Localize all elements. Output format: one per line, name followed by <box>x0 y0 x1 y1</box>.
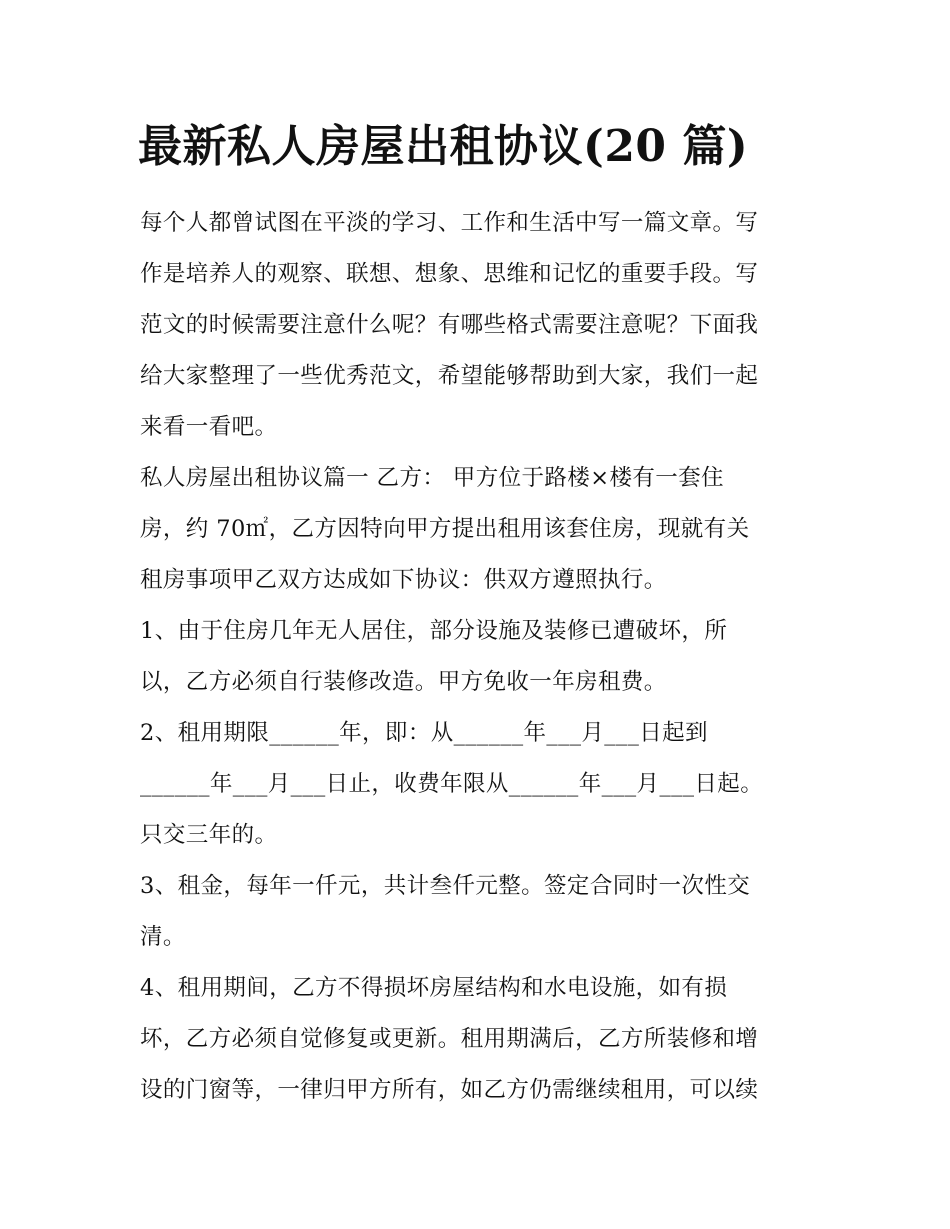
paragraph-line: 租房事项甲乙双方达成如下协议：供双方遵照执行。 <box>140 567 667 593</box>
paragraph-line: 每个人都曾试图在平淡的学习、工作和生活中写一篇文章。写 <box>140 210 759 236</box>
paragraph-line: ______年___月___日止，收费年限从______年___月___日起。 <box>140 771 764 797</box>
paragraph-line: 2、租用期限______年，即：从______年___月___日起到 <box>140 720 708 746</box>
paragraph-line: 只交三年的。 <box>140 822 278 848</box>
paragraph-line: 私人房屋出租协议篇一 乙方： 甲方位于路楼×楼有一套住 <box>140 465 724 491</box>
paragraph-line: 4、租用期间，乙方不得损坏房屋结构和水电设施，如有损 <box>140 975 728 1001</box>
paragraph-line: 以，乙方必须自行装修改造。甲方免收一年房租费。 <box>140 669 667 695</box>
paragraph-line: 作是培养人的观察、联想、想象、思维和记忆的重要手段。写 <box>140 261 759 287</box>
paragraph-line: 范文的时候需要注意什么呢？有哪些格式需要注意呢？下面我 <box>140 312 759 338</box>
paragraph-line: 坏，乙方必须自觉修复或更新。租用期满后，乙方所装修和增 <box>140 1026 759 1052</box>
paragraph-line: 房，约 70㎡，乙方因特向甲方提出租用该套住房，现就有关 <box>140 516 750 542</box>
paragraph-line: 设的门窗等，一律归甲方所有，如乙方仍需继续租用，可以续 <box>140 1077 759 1103</box>
paragraph-line: 来看一看吧。 <box>140 414 278 440</box>
paragraph-line: 给大家整理了一些优秀范文，希望能够帮助到大家，我们一起 <box>140 363 759 389</box>
paragraph-line: 1、由于住房几年无人居住，部分设施及装修已遭破坏，所 <box>140 618 728 644</box>
document-title: 最新私人房屋出租协议(20 篇) <box>138 121 749 172</box>
paragraph-line: 清。 <box>140 924 186 950</box>
paragraph-line: 3、租金，每年一仟元，共计叁仟元整。签定合同时一次性交 <box>140 873 751 899</box>
